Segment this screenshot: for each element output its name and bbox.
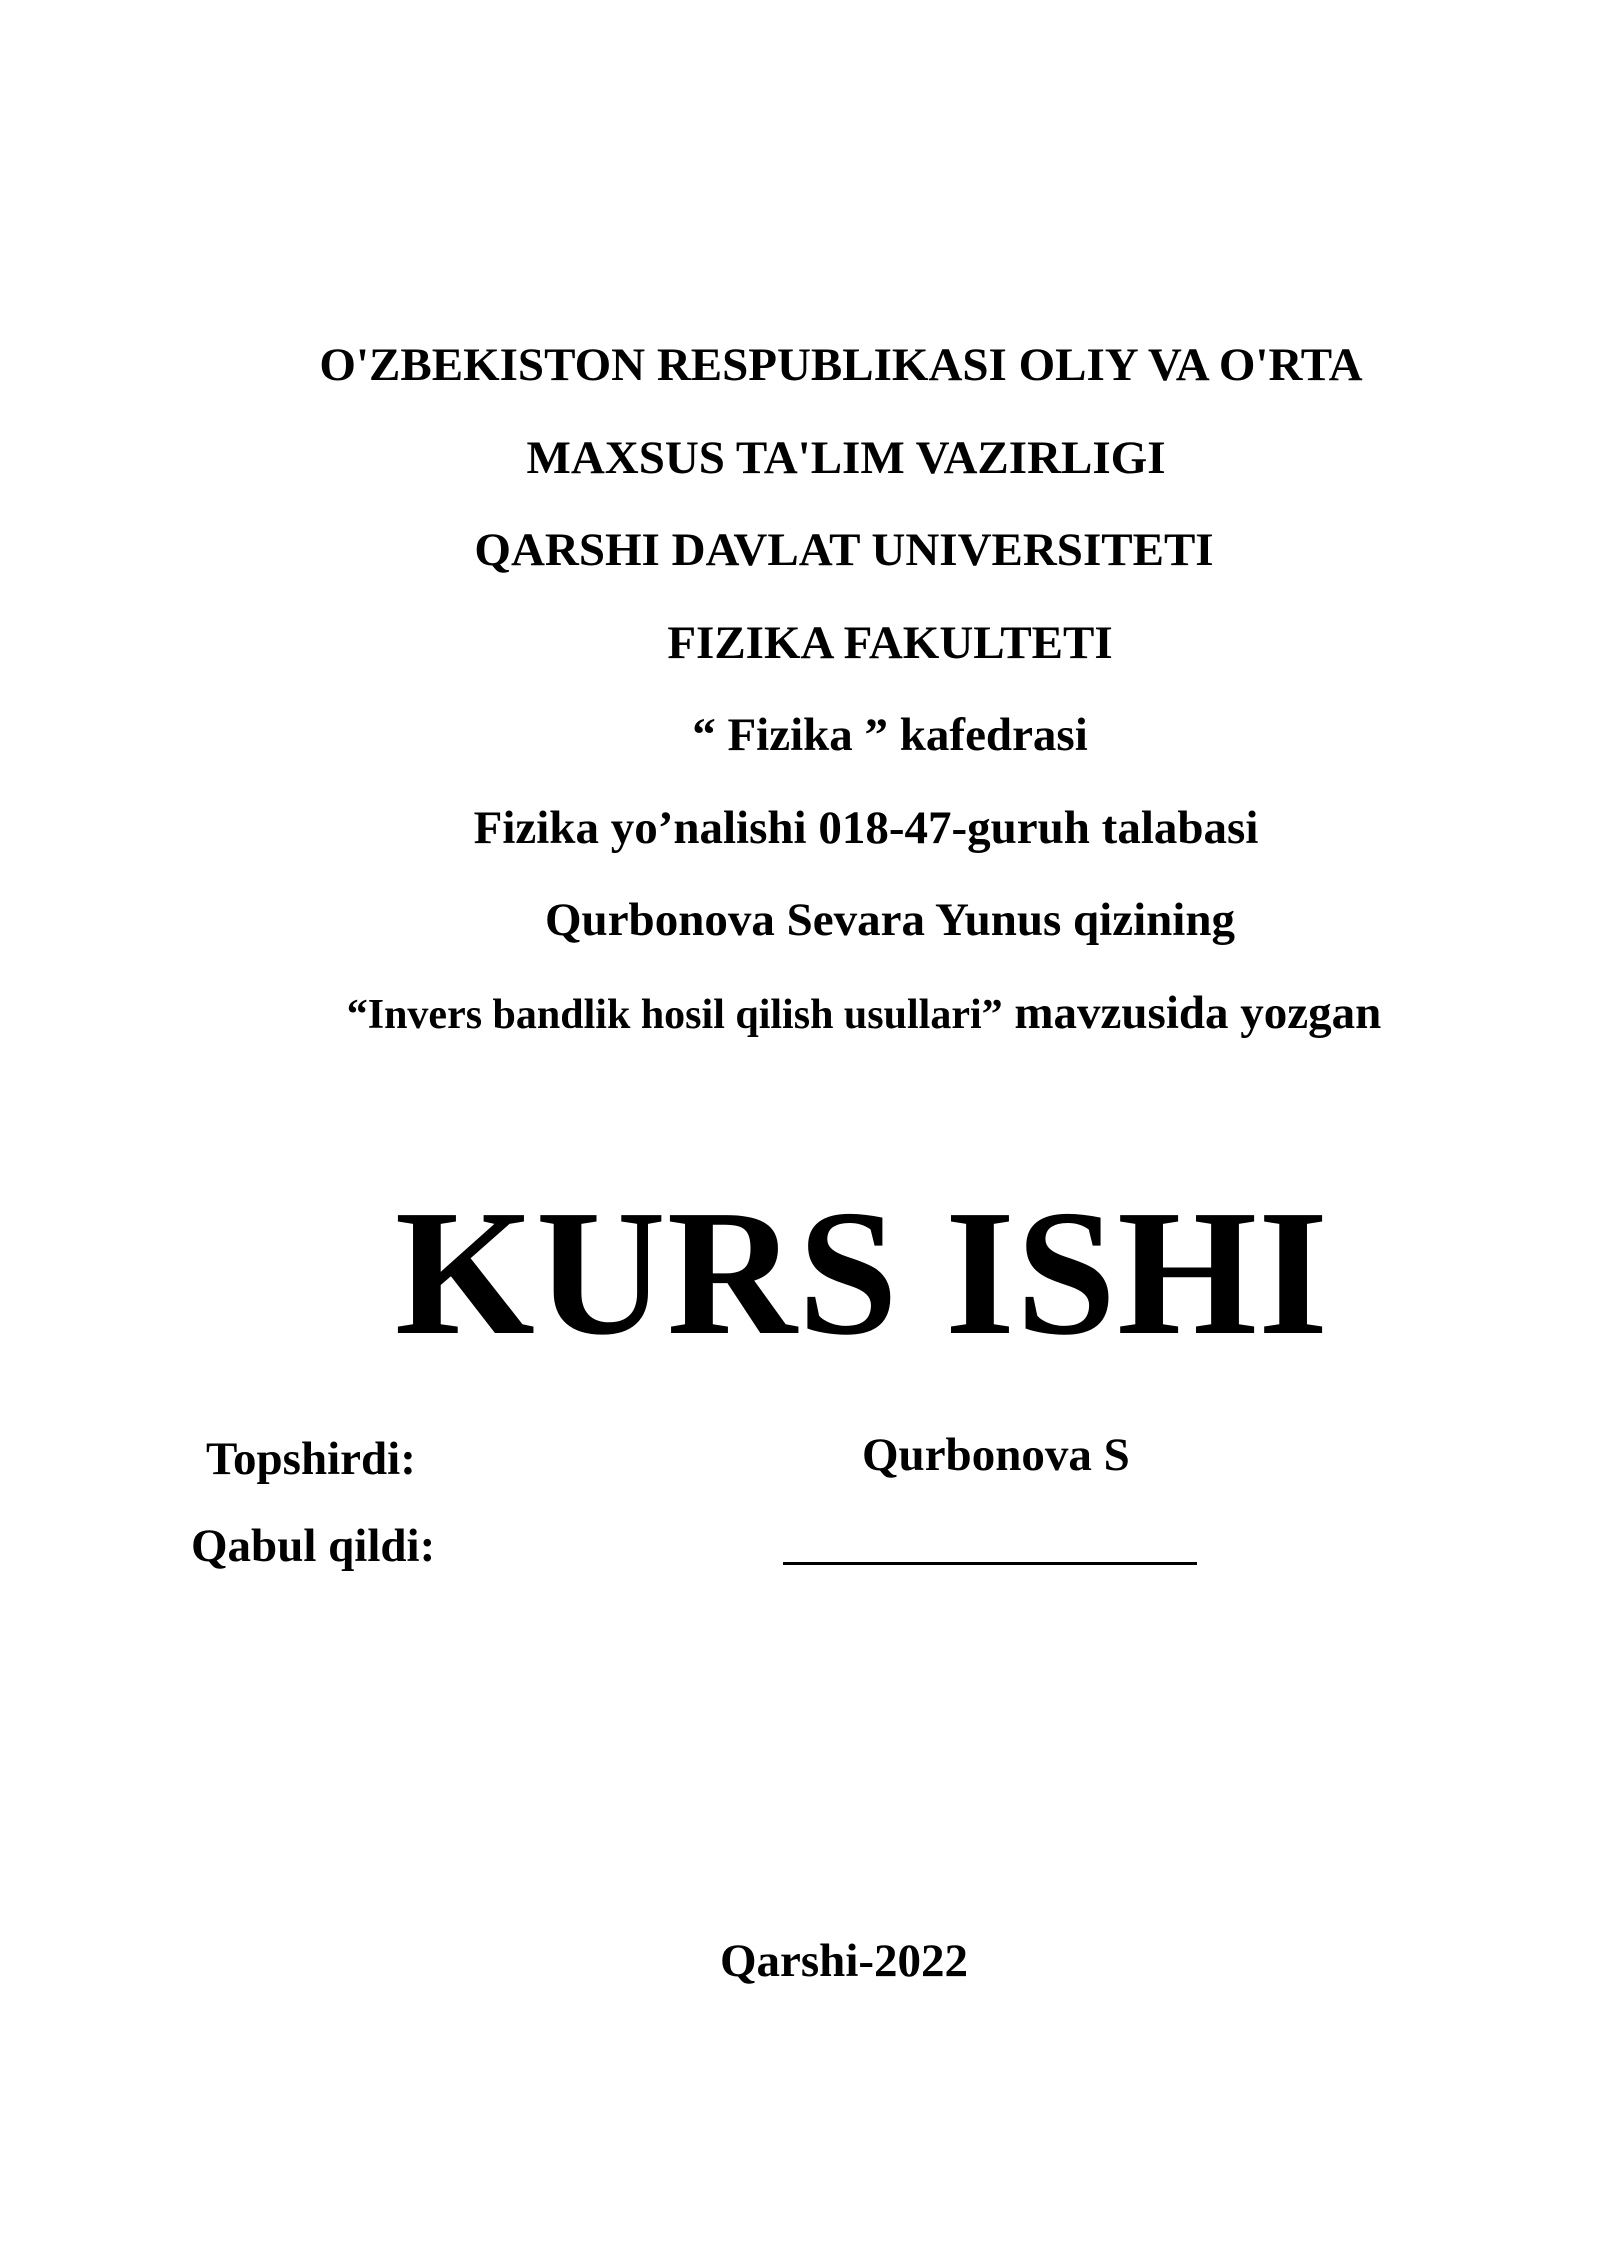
university-name: QARSHI DAVLAT UNIVERSITETI [474,524,1214,576]
ministry-line-1: O'ZBEKISTON RESPUBLIKASI OLIY VA O'RTA [319,339,1363,391]
topic-line [64,987,1600,1039]
group-line: Fizika yo’nalishi 018-47-guruh talabasi [473,802,1259,854]
topic-suffix: mavzusida yozgan [1002,987,1382,1039]
submitted-value: Qurbonova S [862,1429,1130,1481]
submitted-label: Topshirdi: [206,1433,416,1485]
ministry-line-2: MAXSUS TA'LIM VAZIRLIGI [526,432,1166,484]
department-name: “ Fizika ” kafedrasi [692,709,1088,761]
student-line: Qurbonova Sevara Yunus qizining [545,894,1235,946]
city-year: Qarshi-2022 [719,1935,969,1987]
signature-line [783,1562,1197,1565]
accepted-label: Qabul qildi: [191,1520,436,1572]
document-title: KURS ISHI [394,1173,1330,1372]
faculty-name: FIZIKA FAKULTETI [667,617,1113,669]
topic-title: “Invers bandlik hosil qilish usullari” [346,992,1003,1038]
